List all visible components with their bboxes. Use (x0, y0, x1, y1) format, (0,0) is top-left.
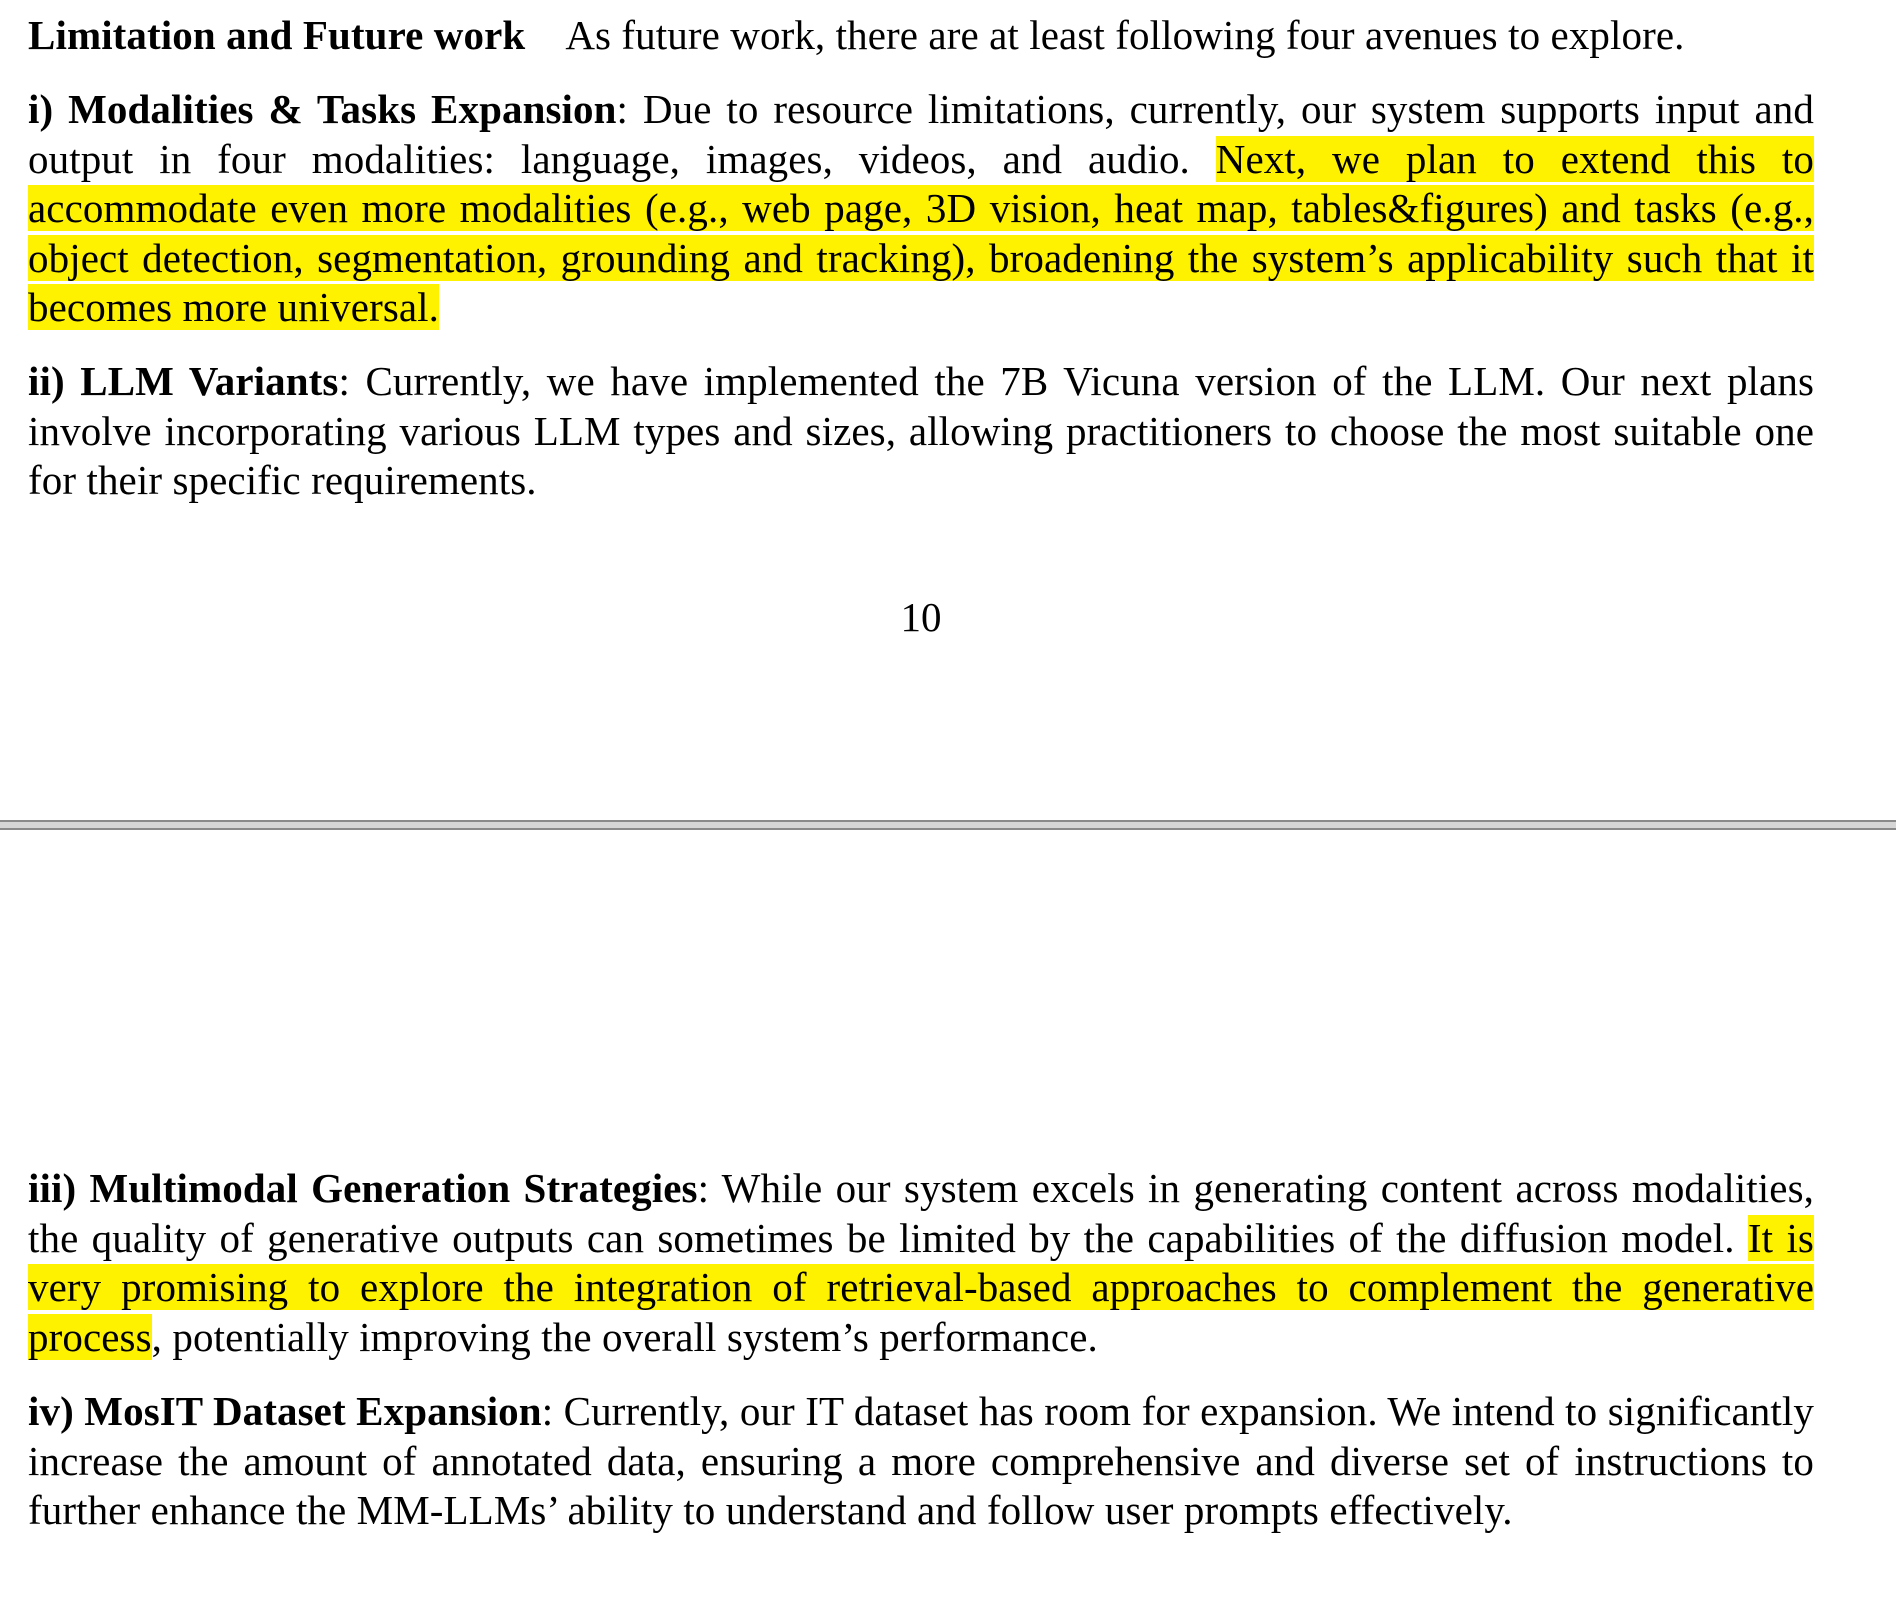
item2-text: Currently, we have implemented the 7B Vicuna version of the LLM. Our next plans involve incorporating various LLM types and sizes, allowing practitioners to choose the most suitable one for their specific requirements. (28, 358, 1814, 503)
item4-text: Currently, our IT dataset has room for expansion. We intend to significantly increase the amount of annotated data, ensuring a more comprehensive and diverse set of instructions to further enhance the MM-LLMs’ ability to understand and follow user prompts effectively. (28, 1388, 1814, 1533)
item3-colon: : (697, 1165, 710, 1211)
item3-text-after: , potentially improving the overall system’s performance. (151, 1313, 1098, 1360)
item3-heading: iii) Multimodal Generation Strategies (28, 1165, 698, 1211)
item1-text: Due to resource limitations, currently, our system supports input and output in four modalities: language, images, videos, and audio. (28, 86, 1814, 182)
item4-heading: iv) MosIT Dataset Expansion (28, 1388, 542, 1434)
section-title: Limitation and Future work (28, 12, 526, 58)
intro-text: As future work, there are at least following four avenues to explore. (565, 12, 1685, 58)
intro-paragraph (28, 11, 1814, 61)
item3-text-before: While our system excels in generating content across modalities, the quality of generative outputs can sometimes be limited by the capabilities of the diffusion model. (28, 1165, 1814, 1261)
item4-colon: : (541, 1388, 554, 1434)
item1-colon: : (616, 86, 629, 132)
item3-paragraph (28, 1164, 1814, 1362)
item1-heading: i) Modalities & Tasks Expansion (28, 86, 617, 132)
item2-heading: ii) LLM Variants (28, 358, 339, 404)
item1-highlighted-text: Next, we plan to extend this to accommodate even more modalities (e.g., web page, 3D vision, heat map, tables&figures) and tasks (e.g., object detection, segmentation, grounding and tracking), broadening the system’s applicability such that it becomes more universal. (28, 135, 1815, 330)
item4-paragraph (28, 1387, 1814, 1536)
page-divider (0, 820, 1896, 830)
pdf-page-bottom (0, 830, 1896, 1622)
item2-colon: : (338, 358, 350, 404)
page-number: 10 (900, 594, 942, 640)
item3-highlighted-text: It is very promising to explore the integration of retrieval-based approaches to complement the generative process (28, 1214, 1814, 1360)
item2-paragraph (28, 357, 1814, 506)
item1-paragraph (28, 85, 1814, 333)
